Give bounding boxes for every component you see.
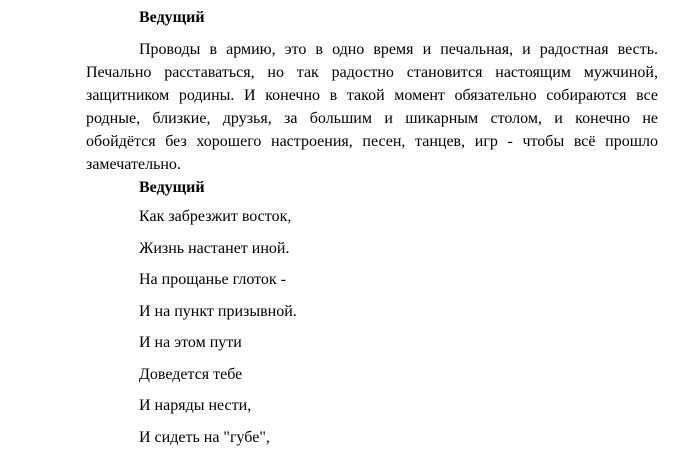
paragraph-line: Печально расставаться, но так радостно становится настоящим мужчиной, [86, 61, 658, 84]
verse-line: Жизнь настанет иной. [139, 239, 297, 271]
verse-line: И наряды нести, [139, 396, 297, 428]
paragraph-line: защитником родины. И конечно в такой момент обязательно собираются все [86, 84, 658, 107]
paragraph-line: обойдётся без хорошего настроения, песен, танцев, игр - чтобы всё прошло [86, 130, 658, 153]
verse-line: И на пункт призывной. [139, 302, 297, 334]
speaker-heading-1: Ведущий [139, 10, 205, 26]
verse-line: На прощанье глоток - [139, 270, 297, 302]
paragraph-line: Проводы в армию, это в одно время и печальная, и радостная весть. [86, 38, 658, 61]
verse-line: Доведется тебе [139, 365, 297, 397]
verse-block [139, 207, 297, 459]
speaker-heading-2: Ведущий [139, 180, 205, 196]
intro-paragraph [86, 38, 658, 176]
verse-line: И сидеть на "губе", [139, 428, 297, 459]
paragraph-line: родные, близкие, друзья, за большим и шикарным столом, и конечно не [86, 107, 658, 130]
paragraph-line: замечательно. [86, 153, 658, 176]
verse-line: И на этом пути [139, 333, 297, 365]
verse-line: Как забрезжит восток, [139, 207, 297, 239]
